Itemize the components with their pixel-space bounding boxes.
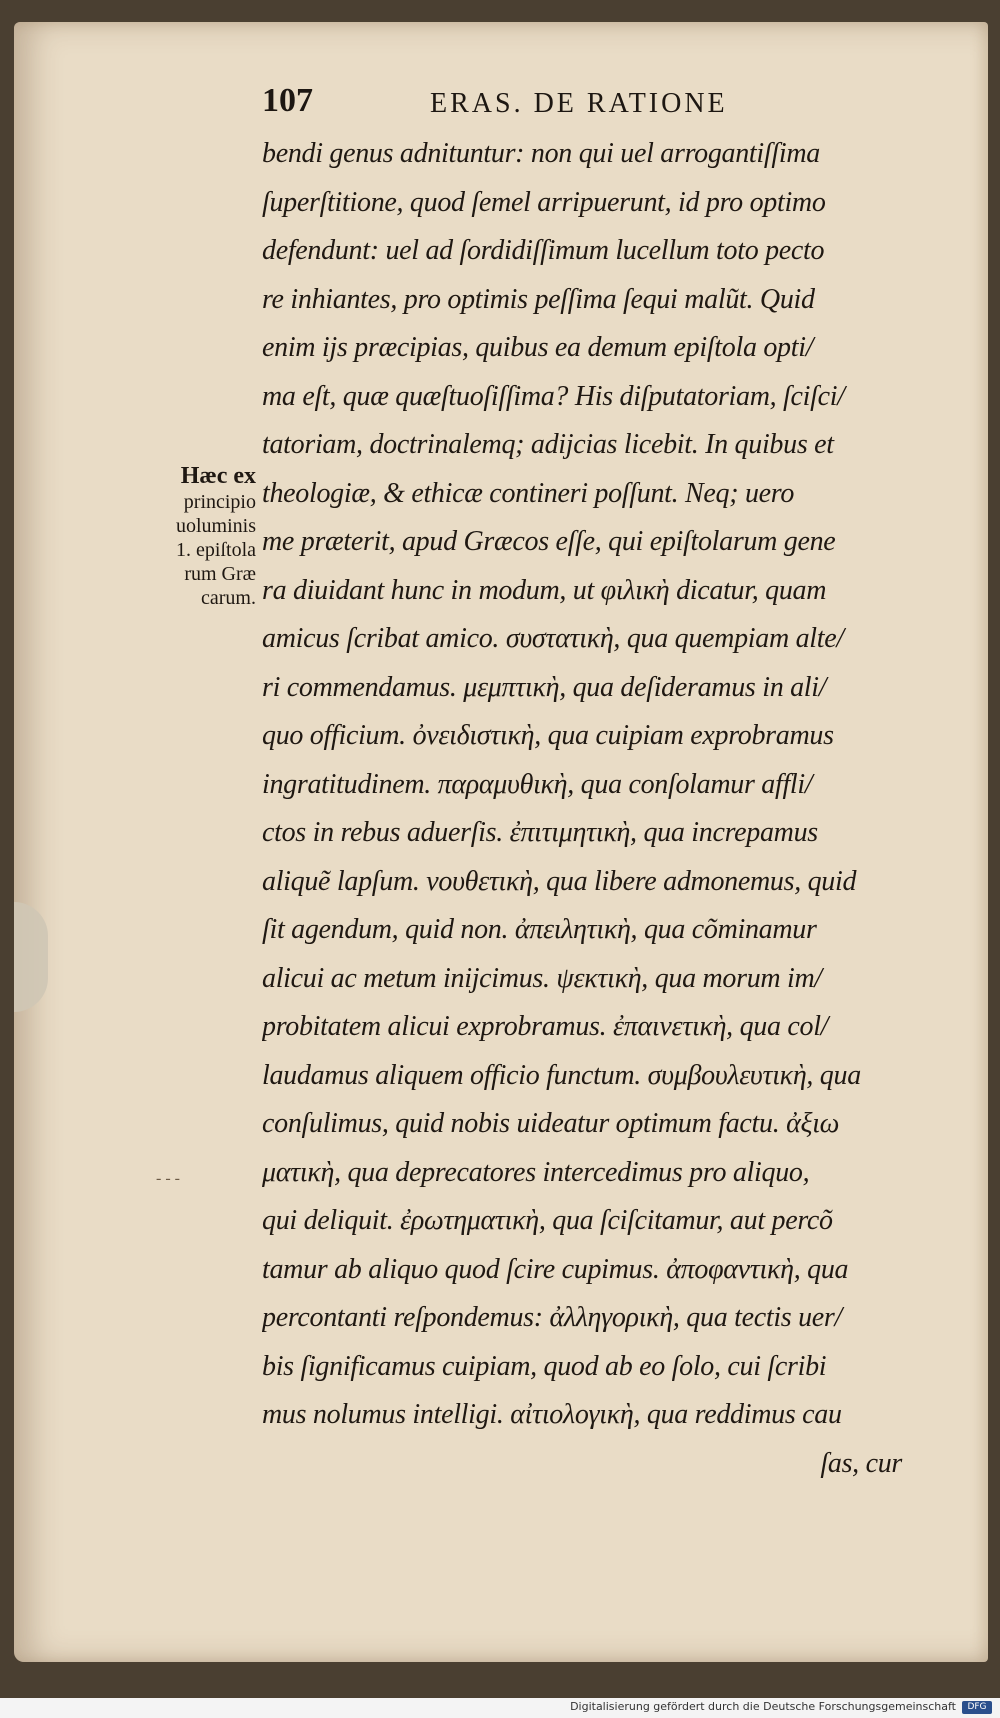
margin-note-line: Hæc ex [180, 463, 256, 489]
margin-note-line: uoluminis [175, 515, 256, 537]
text-line: ra diuidant hunc in modum, ut φιλικὴ dicatur, quam [262, 574, 827, 606]
text-line: aliquẽ lapſum. νουθετικὴ, qua libere admonemus, quid [262, 865, 857, 897]
text-line: qui deliquit. ἐρωτηματικὴ, qua ſciſcitamur, aut percõ [262, 1205, 833, 1236]
text-line: tatoriam, doctrinalemq; adijcias licebit. In quibus et [262, 429, 834, 460]
text-line: bis ſignificamus cuipiam, quod ab eo ſolo, cui ſcribi [262, 1350, 827, 1382]
margin-note [124, 462, 256, 610]
dfg-logo: DFG [962, 1701, 992, 1714]
running-head: ERAS. DE RATIONE [430, 88, 728, 119]
text-line: ſuperſtitione, quod ſemel arripuerunt, id pro optimo [262, 186, 826, 218]
text-line: enim ijs præcipias, quibus ea demum epiſtola opti/ [262, 332, 814, 363]
text-line: laudamus aliquem officio functum. συμβουλευτικὴ, qua [262, 1059, 861, 1091]
folio-number: 107 [262, 82, 313, 119]
text-line: ma eſt, quæ quæſtuoſiſſima? His diſputatoriam, ſciſci/ [262, 380, 845, 412]
text-line: percontanti reſpondemus: ἀλληγορικὴ, qua tectis uer/ [262, 1302, 843, 1333]
text-line: ſit agendum, quid non. ἀπειλητικὴ, qua cõminamur [262, 914, 817, 945]
text-line: ματικὴ, qua deprecatores intercedimus pro aliquo, [262, 1156, 810, 1188]
text-line: bendi genus adnituntur: non qui uel arrogantiſſima [262, 138, 820, 169]
text-line: conſulimus, quid nobis uideatur optimum factu. ἀξιω [262, 1108, 840, 1139]
text-line: ri commendamus. μεμπτικὴ, qua deſideramus in ali/ [262, 671, 827, 703]
stray-mark: - - - [156, 1170, 180, 1187]
margin-note-line: 1. epiſtola [176, 539, 256, 561]
text-line: defendunt: uel ad ſordidiſſimum lucellum toto pecto [262, 235, 825, 266]
text-line: ingratitudinem. παραμυθικὴ, qua conſolamur affli/ [262, 768, 813, 800]
text-line: tamur ab aliquo quod ſcire cupimus. ἀποφαντικὴ, qua [262, 1253, 849, 1285]
page-edge-tab [14, 902, 48, 1012]
text-line: probitatem alicui exprobramus. ἐπαινετικὴ, qua col/ [262, 1011, 829, 1042]
text-line: amicus ſcribat amico. συστατικὴ, qua quempiam alte/ [262, 623, 844, 654]
text-line: alicui ac metum inijcimus. ψεκτικὴ, qua morum im/ [262, 962, 822, 994]
text-line: mus nolumus intelligi. αἰτιολογικὴ, qua reddimus cau [262, 1399, 842, 1430]
text-line: re inhiantes, pro optimis peſſima ſequi malũt. Quid [262, 283, 815, 315]
digitization-footer [0, 1698, 1000, 1718]
margin-note-line: rum Græ [184, 563, 256, 585]
text-line: ſas, cur [820, 1447, 902, 1479]
text-line: theologiæ, & ethicæ contineri poſſunt. Neq; uero [262, 477, 795, 509]
text-line: ctos in rebus aduerſis. ἐπιτιμητικὴ, qua increpamus [262, 817, 818, 848]
page-header [262, 82, 942, 126]
margin-note-line: principio [183, 491, 256, 513]
text-line: me præterit, apud Græcos eſſe, qui epiſtolarum gene [262, 526, 836, 557]
body-text [262, 130, 952, 1488]
text-line: quo officium. ὀνειδιστικὴ, qua cuipiam exprobramus [262, 720, 834, 751]
footer-credit: Digitalisierung gefördert durch die Deutsche Forschungsgemeinschaft [570, 1700, 956, 1713]
margin-note-line: carum. [201, 587, 256, 609]
